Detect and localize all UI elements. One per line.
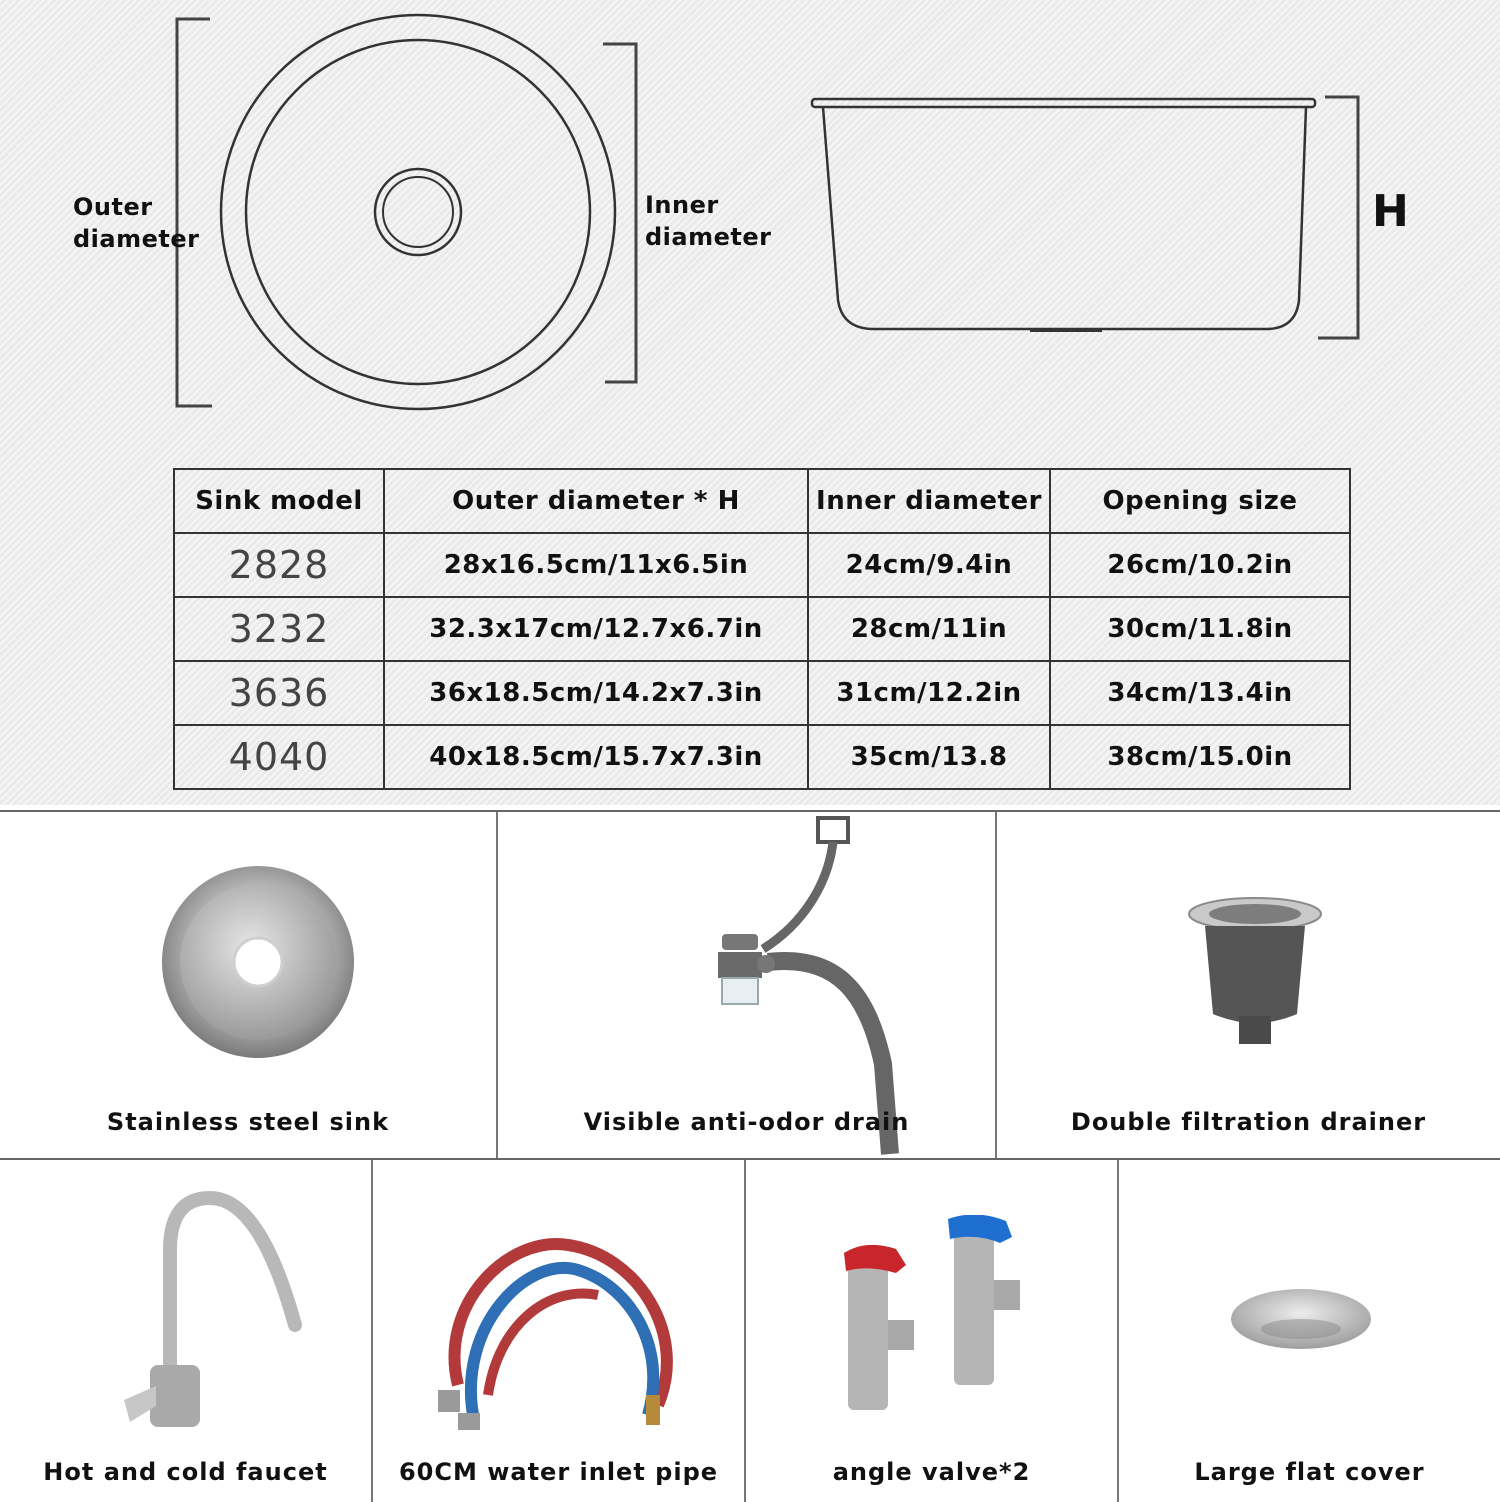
inlet-pipe-icon — [428, 1215, 698, 1430]
accessory-caption: Double filtration drainer — [1070, 1108, 1427, 1136]
table-cell: 24cm/9.4in — [808, 533, 1050, 597]
sink-outer-rim — [221, 15, 615, 409]
size-spec-table — [173, 468, 1351, 790]
outer-diameter-label — [73, 191, 199, 255]
inner-label-line1: Inner — [645, 191, 719, 219]
drainer-basket-icon — [1187, 894, 1327, 1054]
table-cell-model: 4040 — [174, 725, 384, 789]
accessory-row-2 — [0, 1158, 1500, 1502]
table-cell: 28x16.5cm/11x6.5in — [384, 533, 808, 597]
table-row — [174, 597, 1350, 661]
accessory-caption: angle valve*2 — [832, 1458, 1031, 1486]
table-cell-model: 3232 — [174, 597, 384, 661]
table-cell: 35cm/13.8 — [808, 725, 1050, 789]
accessory-caption: Visible anti-odor drain — [583, 1108, 910, 1136]
table-row — [174, 661, 1350, 725]
outer-label-line2: diameter — [73, 225, 200, 253]
inner-diameter-label — [645, 189, 771, 253]
sink-side-rim — [812, 99, 1315, 107]
table-cell: 34cm/13.4in — [1050, 661, 1350, 725]
faucet-icon — [110, 1190, 310, 1435]
table-header-cell: Inner diameter — [808, 469, 1050, 533]
table-cell-model: 2828 — [174, 533, 384, 597]
table-header-row — [174, 469, 1350, 533]
table-cell: 40x18.5cm/15.7x7.3in — [384, 725, 808, 789]
accessory-caption: Large flat cover — [1194, 1458, 1425, 1486]
sink-side-bowl — [823, 107, 1306, 329]
table-cell: 38cm/15.0in — [1050, 725, 1350, 789]
table-cell: 31cm/12.2in — [808, 661, 1050, 725]
height-label: H — [1372, 186, 1409, 237]
accessory-card-drainer — [997, 812, 1500, 1160]
sink-inner-bowl — [246, 40, 590, 384]
table-cell: 28cm/11in — [808, 597, 1050, 661]
inner-label-line2: diameter — [645, 223, 772, 251]
accessory-card-drain — [498, 812, 997, 1160]
accessory-card-inlet-pipe — [373, 1160, 746, 1502]
table-header-cell: Outer diameter * H — [384, 469, 808, 533]
accessory-caption: Hot and cold faucet — [43, 1458, 328, 1486]
accessory-caption: 60CM water inlet pipe — [398, 1458, 719, 1486]
accessory-card-sink — [0, 812, 498, 1160]
accessory-card-faucet — [0, 1160, 373, 1502]
table-header-cell: Opening size — [1050, 469, 1350, 533]
flat-cover-icon — [1227, 1285, 1377, 1355]
table-cell: 36x18.5cm/14.2x7.3in — [384, 661, 808, 725]
table-row — [174, 725, 1350, 789]
table-cell-model: 3636 — [174, 661, 384, 725]
table-row — [174, 533, 1350, 597]
table-cell: 26cm/10.2in — [1050, 533, 1350, 597]
drain-inner-ring — [383, 177, 453, 247]
inner-diameter-bracket — [603, 44, 636, 382]
table-header-cell: Sink model — [174, 469, 384, 533]
table-cell: 30cm/11.8in — [1050, 597, 1350, 661]
accessory-card-flat-cover — [1119, 1160, 1500, 1502]
accessory-card-angle-valve — [746, 1160, 1119, 1502]
accessory-caption: Stainless steel sink — [106, 1108, 390, 1136]
height-bracket — [1318, 97, 1358, 338]
table-cell: 32.3x17cm/12.7x6.7in — [384, 597, 808, 661]
accessory-row-1 — [0, 810, 1500, 1160]
angle-valve-icon — [836, 1215, 1046, 1430]
outer-label-line1: Outer — [73, 193, 153, 221]
drain-outer-ring — [375, 169, 461, 255]
stainless-sink-icon — [160, 864, 360, 1064]
